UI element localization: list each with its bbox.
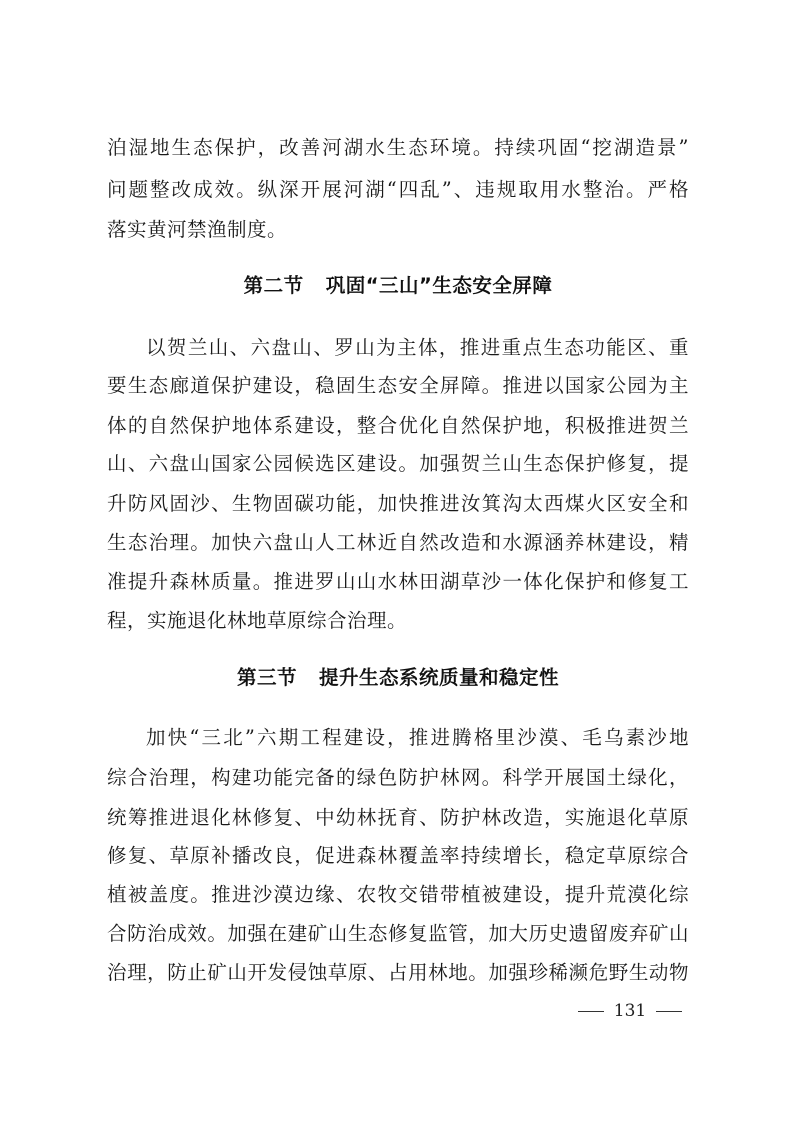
paragraph-line: 综合治理，构建功能完备的绿色防护林网。科学开展国土绿化， (107, 766, 689, 789)
paragraph-line: 生态治理。加快六盘山人工林近自然改造和水源涵养林建设，精 (107, 531, 689, 554)
paragraph-line: 以贺兰山、六盘山、罗山为主体，推进重点生态功能区、重 (146, 336, 689, 359)
section-number: 第二节 (243, 274, 304, 297)
dash-left (578, 1011, 604, 1012)
paragraph-line: 合防治成效。加强在建矿山生态修复监管，加大历史遗留废弃矿山 (107, 922, 689, 945)
paragraph-line: 体的自然保护地体系建设，整合优化自然保护地，积极推进贺兰 (107, 414, 689, 437)
paragraph-line: 准提升森林质量。推进罗山山水林田湖草沙一体化保护和修复工 (107, 570, 689, 593)
section-title: 提升生态系统质量和稳定性 (319, 666, 560, 689)
paragraph-line: 修复、草原补播改良，促进森林覆盖率持续增长，稳定草原综合 (107, 844, 689, 867)
paragraph-line: 山、六盘山国家公园候选区建设。加强贺兰山生态保护修复，提 (107, 452, 689, 475)
paragraph-line: 统筹推进退化林修复、中幼林抚育、防护林改造，实施退化草原 (107, 806, 689, 829)
paragraph-line: 治理，防止矿山开发侵蚀草原、占用林地。加强珍稀濒危野生动物 (107, 961, 689, 984)
paragraph-line: 程，实施退化林地草原综合治理。 (107, 609, 408, 632)
paragraph-line: 加快“三北”六期工程建设，推进腾格里沙漠、毛乌素沙地 (146, 726, 689, 749)
paragraph-line: 落实黄河禁渔制度。 (107, 218, 288, 241)
paragraph-line: 问题整改成效。纵深开展河湖“四乱”、违规取用水整治。严格 (107, 178, 689, 201)
paragraph-line: 要生态廊道保护建设，稳固生态安全屏障。推进以国家公园为主 (107, 374, 689, 397)
paragraph-line: 植被盖度。推进沙漠边缘、农牧交错带植被建设，提升荒漠化综 (107, 883, 689, 906)
paragraph-line: 泊湿地生态保护，改善河湖水生态环境。持续巩固“挖湖造景” (107, 136, 689, 159)
section-title: 巩固“三山”生态安全屏障 (325, 274, 553, 297)
page-number-value: 131 (613, 1001, 647, 1021)
paragraph-line: 升防风固沙、生物固碳功能，加快推进汝箕沟太西煤火区安全和 (107, 492, 689, 515)
dash-right (656, 1011, 682, 1012)
section-heading (107, 268, 689, 304)
page-number (560, 996, 700, 1026)
section-number: 第三节 (236, 666, 297, 689)
section-heading (107, 660, 689, 696)
